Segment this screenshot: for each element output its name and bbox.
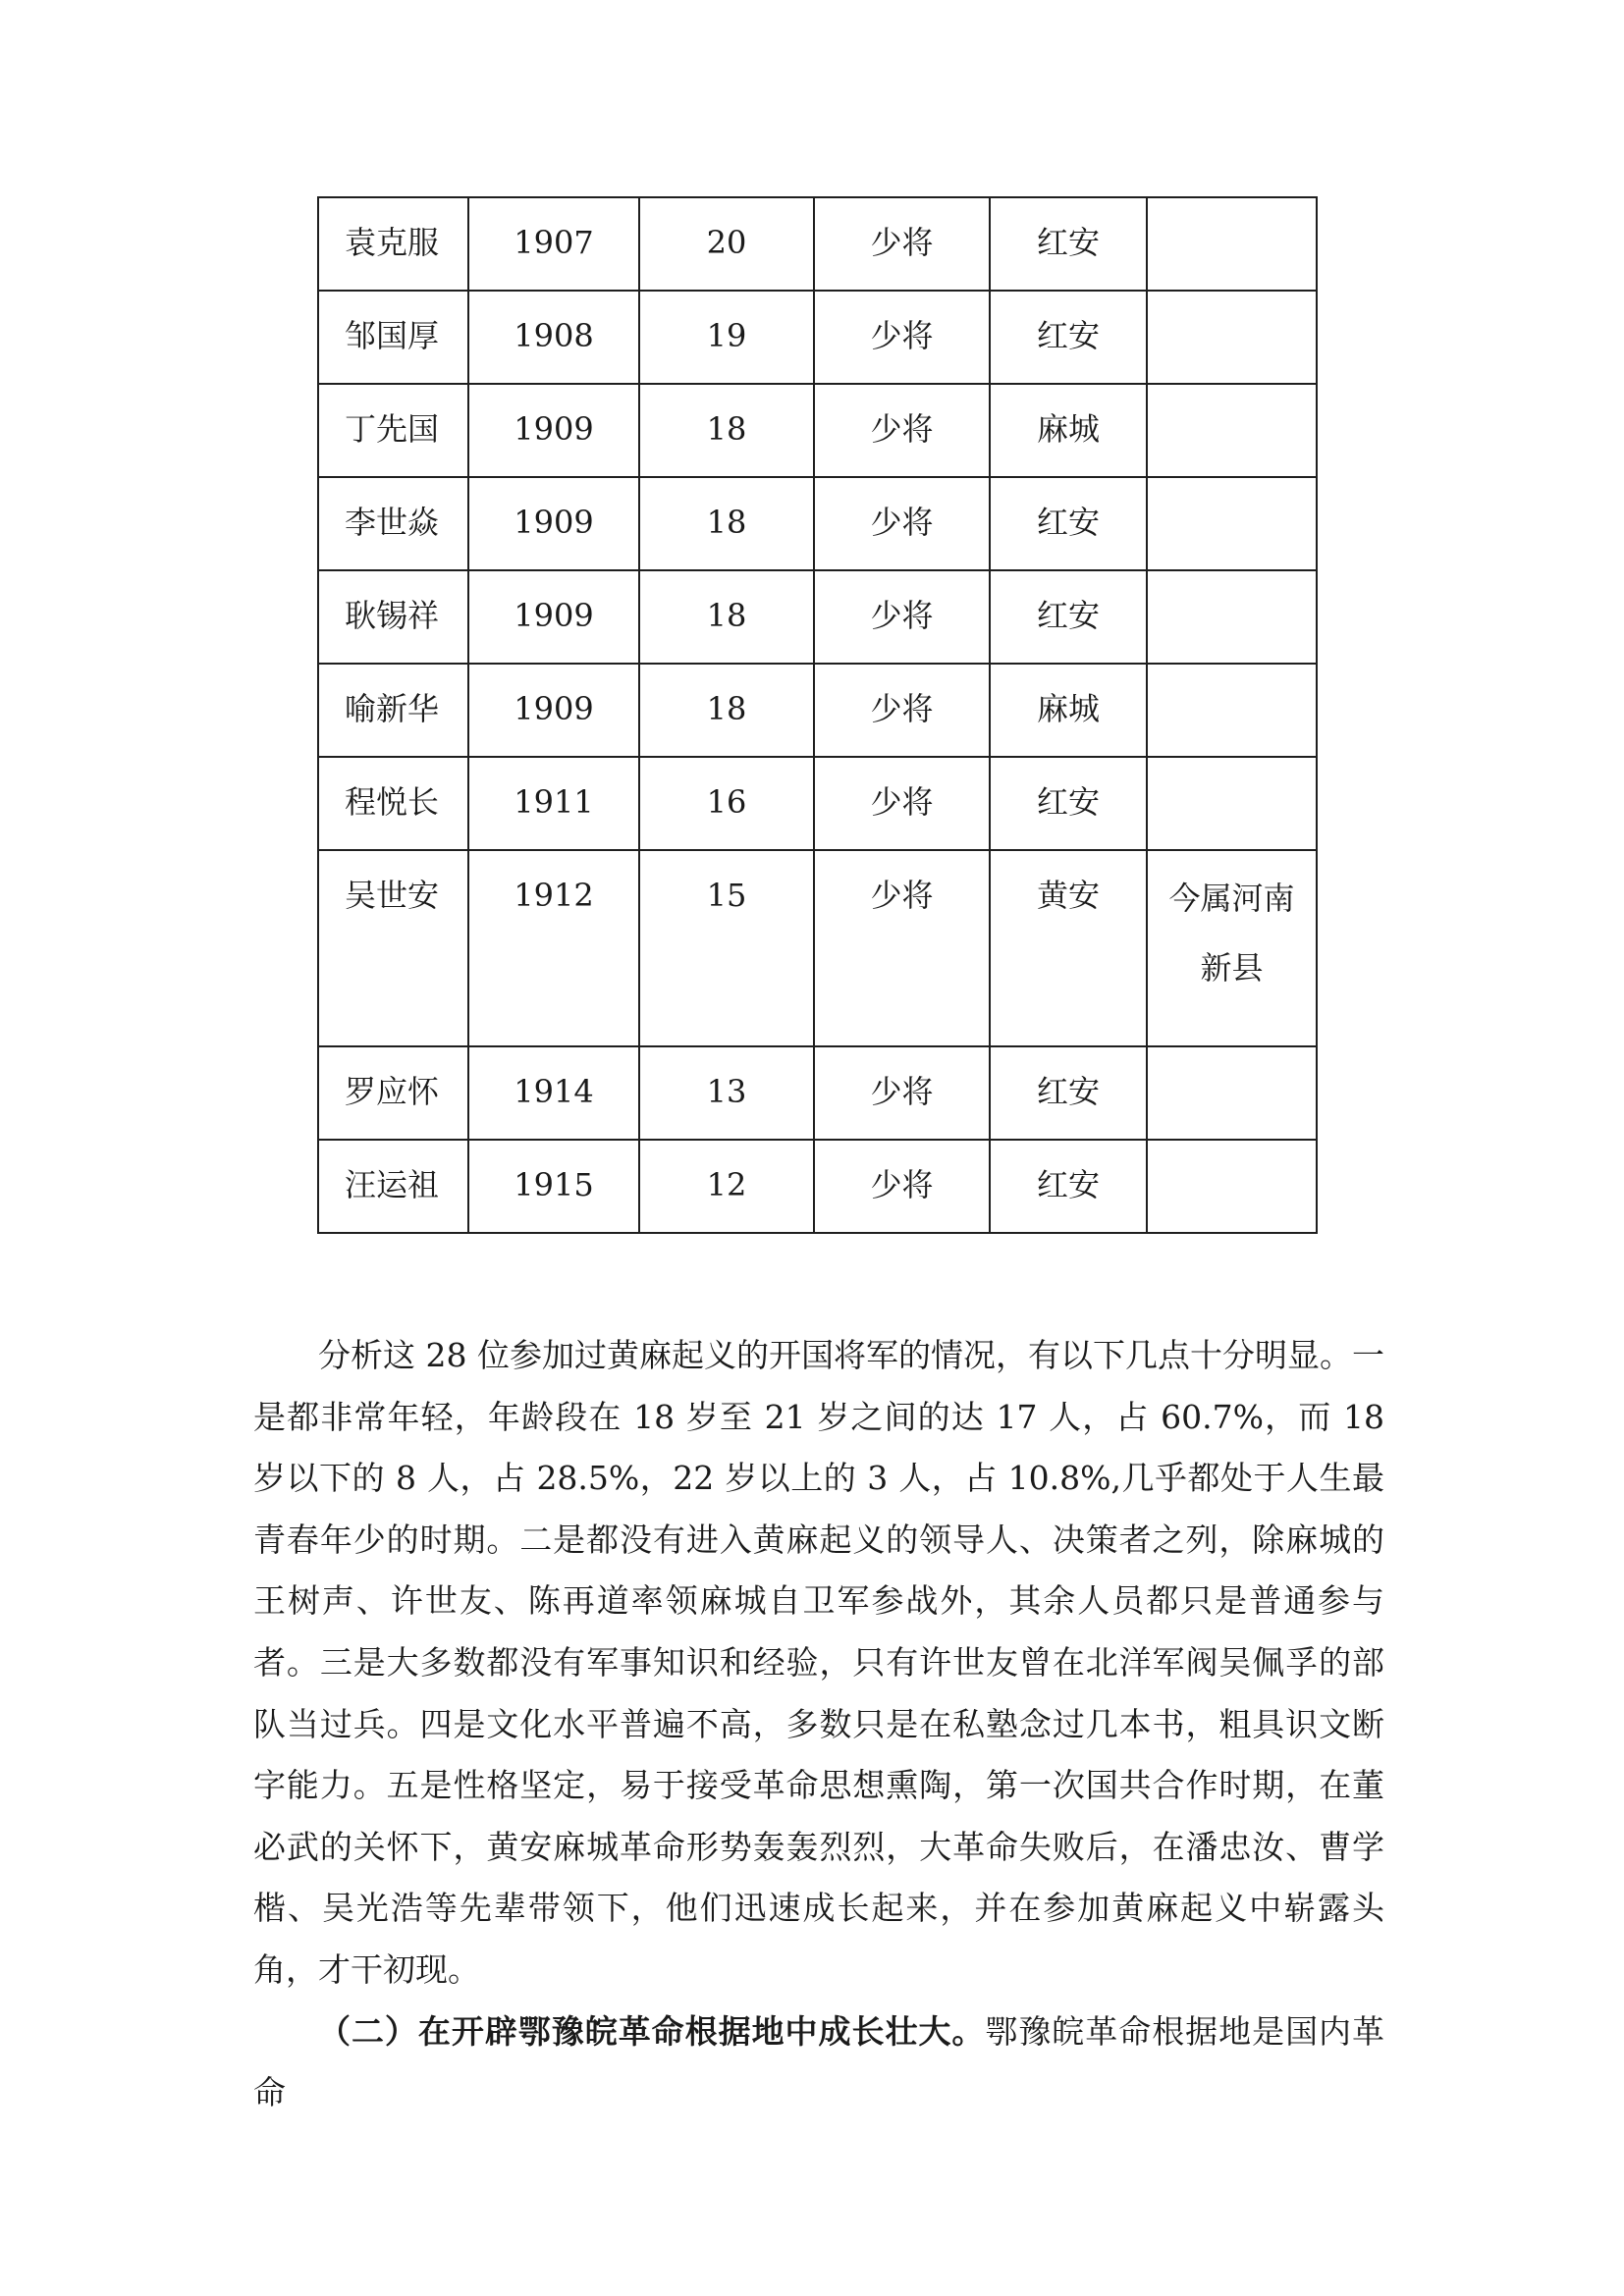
- cell-birth-year: 1915: [468, 1140, 639, 1233]
- table-row: [318, 850, 1317, 1046]
- section-heading: （二）在开辟鄂豫皖革命根据地中成长壮大。: [318, 2011, 986, 2051]
- cell-note: [1147, 850, 1317, 1046]
- cell-note: [1147, 1046, 1317, 1140]
- cell-rank: 少将: [814, 477, 990, 570]
- cell-note: [1147, 197, 1317, 291]
- cell-note: [1147, 757, 1317, 850]
- body-text: [253, 1325, 1384, 2124]
- cell-rank: 少将: [814, 757, 990, 850]
- note-line: 今属河南: [1168, 880, 1295, 917]
- table-row: [318, 570, 1317, 664]
- cell-name: 程悦长: [318, 757, 468, 850]
- cell-age: 20: [639, 197, 814, 291]
- cell-hometown: 红安: [990, 757, 1147, 850]
- cell-age: 18: [639, 570, 814, 664]
- cell-name: 邹国厚: [318, 291, 468, 384]
- cell-birth-year: 1909: [468, 477, 639, 570]
- cell-note: [1147, 1140, 1317, 1233]
- cell-age: 19: [639, 291, 814, 384]
- cell-age: 18: [639, 664, 814, 757]
- cell-note: [1147, 291, 1317, 384]
- cell-rank: 少将: [814, 197, 990, 291]
- cell-birth-year: 1911: [468, 757, 639, 850]
- cell-name: 汪运祖: [318, 1140, 468, 1233]
- cell-name: 李世焱: [318, 477, 468, 570]
- cell-rank: 少将: [814, 291, 990, 384]
- cell-age: 18: [639, 477, 814, 570]
- table-row: [318, 291, 1317, 384]
- cell-age: 12: [639, 1140, 814, 1233]
- cell-name: 吴世安: [318, 850, 468, 1046]
- cell-hometown: 麻城: [990, 664, 1147, 757]
- cell-age: 13: [639, 1046, 814, 1140]
- cell-name: 耿锡祥: [318, 570, 468, 664]
- cell-name: 喻新华: [318, 664, 468, 757]
- cell-rank: 少将: [814, 1140, 990, 1233]
- cell-age: 15: [639, 850, 814, 1046]
- cell-age: 16: [639, 757, 814, 850]
- generals-table: [317, 196, 1318, 1234]
- cell-hometown: 红安: [990, 291, 1147, 384]
- cell-rank: 少将: [814, 1046, 990, 1140]
- cell-hometown: 红安: [990, 570, 1147, 664]
- cell-birth-year: 1908: [468, 291, 639, 384]
- cell-hometown: 黄安: [990, 850, 1147, 1046]
- section-paragraph: [253, 2002, 1384, 2124]
- cell-hometown: 红安: [990, 1140, 1147, 1233]
- cell-birth-year: 1914: [468, 1046, 639, 1140]
- cell-note: [1147, 477, 1317, 570]
- cell-birth-year: 1909: [468, 664, 639, 757]
- cell-birth-year: 1909: [468, 570, 639, 664]
- cell-age: 18: [639, 384, 814, 477]
- table-row: [318, 757, 1317, 850]
- table-row: [318, 1140, 1317, 1233]
- cell-rank: 少将: [814, 850, 990, 1046]
- cell-birth-year: 1907: [468, 197, 639, 291]
- table-row: [318, 197, 1317, 291]
- cell-rank: 少将: [814, 384, 990, 477]
- table-row: [318, 664, 1317, 757]
- note-line: 新县: [1200, 949, 1264, 987]
- cell-name: 罗应怀: [318, 1046, 468, 1140]
- section-text: 鄂豫皖革命根据地是国内革命: [253, 2011, 1385, 2112]
- cell-hometown: 麻城: [990, 384, 1147, 477]
- cell-hometown: 红安: [990, 477, 1147, 570]
- cell-note: [1147, 384, 1317, 477]
- cell-note: [1147, 570, 1317, 664]
- analysis-paragraph: 分析这 28 位参加过黄麻起义的开国将军的情况，有以下几点十分明显。一是都非常年轻，年龄段在 18 岁至 21 岁之间的达 17 人，占 60.7%，而 18 岁以下的 8 人，占 28.5%，22 岁以上的 3 人，占 10.8%,几乎都处于人生最青春年少的时期。二是都没有进入黄麻起义的领导人、决策者之列，除麻城的王树声、许世友、陈再道率领麻城自卫军参战外，其余人员都只是普通参与者。三是大多数都没有军事知识和经验，只有许世友曾在北洋军阀吴佩孚的部队当过兵。四是文化水平普遍不高，多数只是在私塾念过几本书，粗具识文断字能力。五是性格坚定，易于接受革命思想熏陶，第一次国共合作时期，在董必武的关怀下，黄安麻城革命形势轰轰烈烈，大革命失败后，在潘忠汝、曹学楷、吴光浩等先辈带领下，他们迅速成长起来，并在参加黄麻起义中崭露头角，才干初现。: [253, 1336, 1384, 1989]
- table-row: [318, 477, 1317, 570]
- cell-birth-year: 1909: [468, 384, 639, 477]
- cell-note: [1147, 664, 1317, 757]
- cell-birth-year: 1912: [468, 850, 639, 1046]
- cell-rank: 少将: [814, 570, 990, 664]
- table-row: [318, 1046, 1317, 1140]
- cell-hometown: 红安: [990, 197, 1147, 291]
- table-row: [318, 384, 1317, 477]
- cell-rank: 少将: [814, 664, 990, 757]
- cell-name: 丁先国: [318, 384, 468, 477]
- cell-hometown: 红安: [990, 1046, 1147, 1140]
- cell-name: 袁克服: [318, 197, 468, 291]
